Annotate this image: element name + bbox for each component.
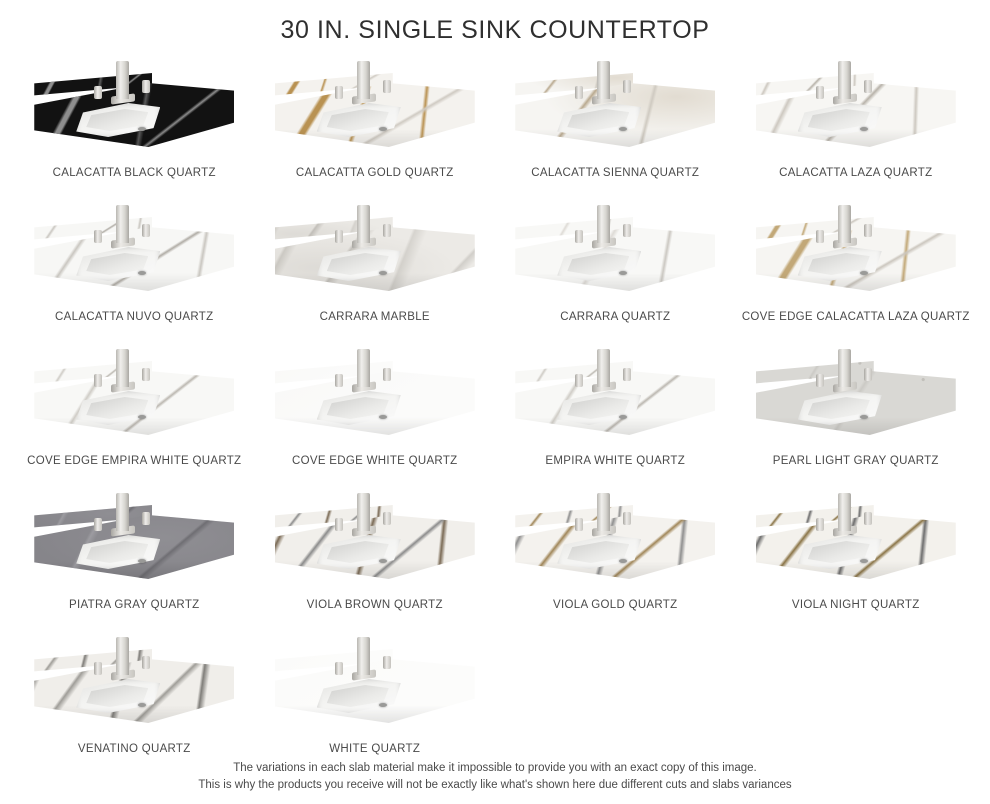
- faucet-handle-right: [383, 656, 391, 669]
- faucet-handle-left: [94, 230, 102, 243]
- faucet-handle-right: [383, 224, 391, 237]
- faucet-icon: [838, 205, 851, 243]
- countertop-graphic: [515, 205, 715, 303]
- faucet-icon: [838, 493, 851, 531]
- faucet-handle-right: [623, 512, 631, 525]
- countertop-graphic: [275, 205, 475, 303]
- faucet-handle-right: [142, 656, 150, 669]
- faucet-handle-right: [864, 512, 872, 525]
- faucet-handle-left: [575, 86, 583, 99]
- countertop-graphic: [756, 349, 956, 447]
- sink-drain: [379, 703, 387, 707]
- countertop-graphic: [515, 349, 715, 447]
- product-cell[interactable]: [255, 51, 496, 195]
- product-cell[interactable]: [255, 195, 496, 339]
- countertop-graphic: [275, 61, 475, 159]
- countertop-image: [261, 343, 490, 447]
- faucet-icon: [597, 61, 610, 99]
- product-cell[interactable]: [255, 339, 496, 483]
- product-label: CALACATTA GOLD QUARTZ: [295, 167, 454, 179]
- product-label: COVE EDGE WHITE QUARTZ: [292, 455, 458, 467]
- faucet-icon: [838, 349, 851, 387]
- countertop-graphic: [515, 61, 715, 159]
- faucet-icon: [357, 493, 370, 531]
- countertop-image: [20, 487, 249, 591]
- countertop-graphic: [34, 349, 234, 447]
- faucet-icon: [597, 205, 610, 243]
- faucet-handle-right: [623, 368, 631, 381]
- faucet-icon: [597, 349, 610, 387]
- sink-drain: [379, 127, 387, 131]
- faucet-handle-right: [864, 368, 872, 381]
- product-label: CALACATTA LAZA QUARTZ: [779, 167, 933, 179]
- product-label: PEARL LIGHT GRAY QUARTZ: [772, 455, 939, 467]
- faucet-handle-left: [335, 230, 343, 243]
- countertop-graphic: [34, 205, 234, 303]
- faucet-icon: [116, 637, 129, 675]
- faucet-handle-right: [623, 80, 631, 93]
- product-cell[interactable]: [14, 339, 255, 483]
- product-label: CALACATTA BLACK QUARTZ: [52, 167, 216, 179]
- countertop-graphic: [756, 61, 956, 159]
- product-cell[interactable]: [14, 627, 255, 771]
- faucet-handle-left: [335, 518, 343, 531]
- product-label: VIOLA GOLD QUARTZ: [553, 599, 678, 611]
- countertop-graphic: [275, 349, 475, 447]
- faucet-icon: [116, 205, 129, 243]
- countertop-image: [742, 55, 971, 159]
- countertop-graphic: [34, 493, 234, 591]
- faucet-icon: [116, 61, 129, 99]
- sink-drain: [860, 271, 868, 275]
- countertop-graphic: [34, 637, 234, 735]
- product-cell[interactable]: [14, 195, 255, 339]
- faucet-icon: [357, 61, 370, 99]
- sink-drain: [379, 271, 387, 275]
- sink-drain: [860, 127, 868, 131]
- footer-line-1: The variations in each slab material make it impossible to provide you with an exact copy of this image.: [233, 762, 757, 774]
- faucet-icon: [838, 61, 851, 99]
- faucet-handle-left: [335, 374, 343, 387]
- faucet-icon: [116, 349, 129, 387]
- faucet-handle-right: [383, 80, 391, 93]
- product-cell[interactable]: [495, 483, 736, 627]
- footer-line-2: This is why the products you receive will not be exactly like what's shown here due different cuts and slabs variances: [198, 779, 792, 791]
- product-cell[interactable]: [736, 483, 977, 627]
- countertop-image: [20, 631, 249, 735]
- product-label: CALACATTA NUVO QUARTZ: [55, 311, 214, 323]
- faucet-handle-left: [575, 374, 583, 387]
- product-grid: [0, 51, 990, 771]
- countertop-image: [501, 343, 730, 447]
- faucet-handle-right: [142, 512, 150, 525]
- product-cell[interactable]: [255, 627, 496, 771]
- product-cell[interactable]: [14, 483, 255, 627]
- countertop-image: [501, 199, 730, 303]
- countertop-graphic: [515, 493, 715, 591]
- sink-drain: [379, 559, 387, 563]
- faucet-handle-right: [142, 224, 150, 237]
- faucet-handle-left: [94, 86, 102, 99]
- countertop-image: [261, 487, 490, 591]
- faucet-handle-right: [383, 512, 391, 525]
- faucet-handle-right: [623, 224, 631, 237]
- countertop-image: [20, 199, 249, 303]
- faucet-icon: [357, 349, 370, 387]
- faucet-handle-right: [142, 80, 150, 93]
- faucet-handle-left: [575, 518, 583, 531]
- faucet-icon: [357, 205, 370, 243]
- countertop-graphic: [756, 205, 956, 303]
- countertop-graphic: [275, 637, 475, 735]
- countertop-graphic: [275, 493, 475, 591]
- faucet-handle-right: [864, 224, 872, 237]
- faucet-handle-left: [816, 374, 824, 387]
- faucet-handle-left: [816, 230, 824, 243]
- product-label: EMPIRA WHITE QUARTZ: [545, 455, 686, 467]
- countertop-image: [261, 631, 490, 735]
- countertop-image: [20, 55, 249, 159]
- faucet-icon: [116, 493, 129, 531]
- countertop-graphic: [34, 61, 234, 159]
- faucet-handle-left: [575, 230, 583, 243]
- countertop-image: [501, 487, 730, 591]
- product-cell[interactable]: [736, 195, 977, 339]
- countertop-image: [261, 55, 490, 159]
- sink-drain: [860, 415, 868, 419]
- product-cell[interactable]: [495, 195, 736, 339]
- faucet-handle-left: [335, 662, 343, 675]
- faucet-icon: [597, 493, 610, 531]
- product-label: VIOLA NIGHT QUARTZ: [791, 599, 920, 611]
- product-cell[interactable]: [255, 483, 496, 627]
- product-label: CALACATTA SIENNA QUARTZ: [531, 167, 700, 179]
- faucet-icon: [357, 637, 370, 675]
- countertop-image: [742, 343, 971, 447]
- faucet-handle-left: [816, 518, 824, 531]
- product-label: VENATINO QUARTZ: [77, 743, 191, 755]
- product-cell[interactable]: [736, 51, 977, 195]
- countertop-image: [501, 55, 730, 159]
- page-title: 30 IN. SINGLE SINK COUNTERTOP: [280, 16, 710, 44]
- product-label: COVE EDGE CALACATTA LAZA QUARTZ: [741, 311, 970, 323]
- faucet-handle-right: [383, 368, 391, 381]
- product-cell[interactable]: [495, 339, 736, 483]
- faucet-handle-left: [94, 518, 102, 531]
- faucet-handle-left: [816, 86, 824, 99]
- product-label: CARRARA MARBLE: [319, 311, 430, 323]
- product-label: VIOLA BROWN QUARTZ: [306, 599, 443, 611]
- faucet-handle-left: [335, 86, 343, 99]
- product-cell[interactable]: [495, 51, 736, 195]
- product-label: COVE EDGE EMPIRA WHITE QUARTZ: [27, 455, 242, 467]
- countertop-graphic: [756, 493, 956, 591]
- countertop-image: [742, 487, 971, 591]
- faucet-handle-right: [864, 80, 872, 93]
- countertop-image: [742, 199, 971, 303]
- sink-drain: [860, 559, 868, 563]
- product-label: WHITE QUARTZ: [329, 743, 421, 755]
- product-label: PIATRA GRAY QUARTZ: [69, 599, 200, 611]
- product-label: CARRARA QUARTZ: [560, 311, 671, 323]
- product-cell[interactable]: [736, 339, 977, 483]
- faucet-handle-right: [142, 368, 150, 381]
- sink-drain: [379, 415, 387, 419]
- countertop-image: [261, 199, 490, 303]
- faucet-handle-left: [94, 374, 102, 387]
- countertop-image: [20, 343, 249, 447]
- faucet-handle-left: [94, 662, 102, 675]
- footer-disclaimer: [0, 760, 990, 794]
- product-cell[interactable]: [14, 51, 255, 195]
